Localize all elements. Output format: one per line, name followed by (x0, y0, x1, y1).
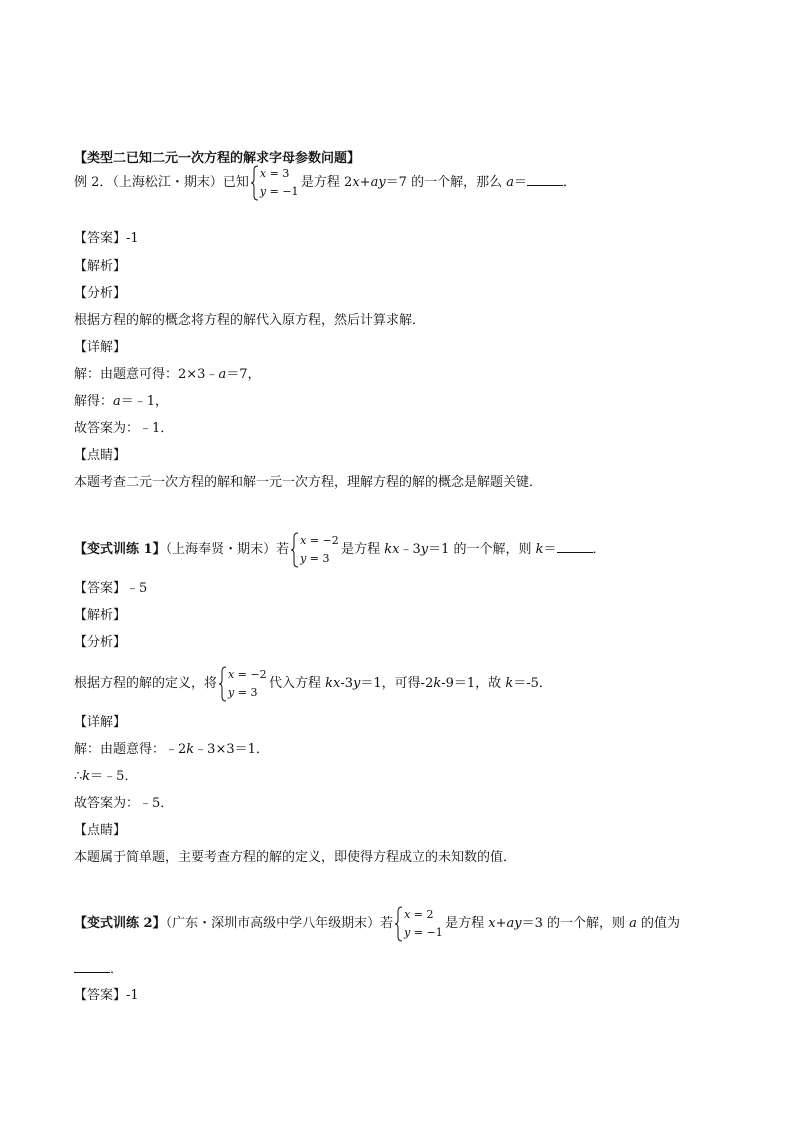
comment-text: 本题属于简单题，主要考查方程的解的定义，即使得方程成立的未知数的值． (74, 850, 517, 865)
system-row-1: x = −2 (300, 533, 339, 547)
analysis-label: 【解析】 (74, 608, 127, 623)
left-brace-icon (394, 906, 404, 942)
example-2-question: 例 2．（上海松江・期末）已知 x = 3 y = −1 是方程 2x+ay＝7 的一个解，那么 a＝ ． (74, 163, 576, 203)
solution-step-2: ∴k＝﹣5． (74, 769, 138, 784)
solution-step-1: 解：由题意得：﹣2k﹣3×3＝1． (74, 742, 269, 757)
training-2-question: 【变式训练 2】（广东・深圳市高级中学八年级期末）若 x = 2 y = −1 是方程 x+ay＝3 的一个解，则 a 的值为 (74, 904, 680, 944)
equation-system (250, 165, 300, 201)
detail-label: 【详解】 (74, 715, 127, 730)
training-2-blank-line: ． (74, 960, 123, 976)
left-brace-icon (218, 666, 228, 702)
left-brace-icon (250, 165, 260, 201)
training-1-label: 【变式训练 1】 (74, 542, 166, 557)
comment-label: 【点睛】 (74, 448, 127, 463)
solution-step-1: 解：由题意可得：2×3﹣a＝7， (74, 367, 261, 382)
left-brace-icon (290, 532, 300, 568)
analysis-label: 【解析】 (74, 259, 127, 274)
system-row-2: y = −1 (404, 925, 443, 939)
system-row-2: y = 3 (228, 685, 258, 699)
equation-system (290, 532, 340, 568)
fenxi-text: 根据方程的解的概念将方程的解代入原方程，然后计算求解． (74, 313, 426, 328)
system-row-1: x = 3 (259, 166, 290, 180)
example-2-prefix: 例 2．（上海松江・期末）已知 (74, 175, 249, 190)
solution-step-3: 故答案为：﹣1． (74, 421, 174, 436)
system-row-1: x = −2 (228, 667, 267, 681)
answer-blank (74, 960, 110, 973)
system-row-1: x = 2 (404, 907, 434, 921)
system-row-2: y = −1 (259, 184, 299, 198)
answer-label: 【答案】-1 (74, 988, 139, 1003)
comment-label: 【点睛】 (74, 823, 127, 838)
fenxi-label: 【分析】 (74, 286, 127, 301)
comment-text: 本题考查二元一次方程的解和解一元一次方程，理解方程的解的概念是解题关键． (74, 475, 543, 490)
system-row-2: y = 3 (300, 551, 330, 565)
detail-label: 【详解】 (74, 340, 127, 355)
solution-step-2: 解得：a＝﹣1， (74, 394, 169, 409)
equation-system (218, 666, 268, 702)
answer-label: 【答案】-1 (74, 231, 139, 246)
training-1-question: 【变式训练 1】（上海奉贤・期末）若 x = −2 y = 3 是方程 kx﹣3y＝1 的一个解，则 k＝ ． (74, 530, 606, 570)
answer-label: 【答案】﹣5 (74, 581, 148, 596)
solution-step-3: 故答案为：﹣5． (74, 796, 174, 811)
equation-system (394, 906, 444, 942)
answer-blank (557, 540, 593, 553)
section-title: 【类型二已知二元一次方程的解求字母参数问题】 (74, 151, 361, 166)
answer-blank (527, 173, 563, 186)
fenxi-text: 根据方程的解的定义，将 x = −2 y = 3 代入方程 kx-3y＝1，可得-2k-9＝1，故 k＝-5． (74, 664, 552, 704)
fenxi-label: 【分析】 (74, 635, 127, 650)
training-2-label: 【变式训练 2】 (74, 916, 166, 931)
